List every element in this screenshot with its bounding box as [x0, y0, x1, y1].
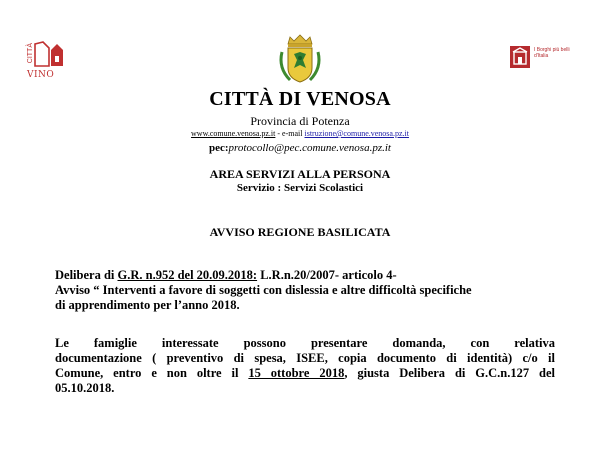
citta-label: CITTÀ: [27, 43, 34, 64]
borghi-piu-belli-logo: [510, 46, 572, 72]
borghi-piu-belli-label: I Borghi più belli d'Italia: [534, 47, 570, 59]
pec-address: protocollo@pec.comune.venosa.pz.it: [228, 142, 391, 154]
website-link[interactable]: www.comune.venosa.pz.it: [191, 129, 276, 138]
city-crest-icon: [276, 34, 324, 86]
pec-line: [0, 142, 600, 154]
delibera-line: [55, 268, 555, 283]
delibera-paragraph: [55, 268, 555, 313]
avviso-line-2: di apprendimento per l’anno 2018.: [55, 298, 240, 312]
body-line-3-prefix: Comune, entro e non oltre il: [55, 366, 249, 380]
delibera-ref: G.R. n.952 del 20.09.2018:: [117, 268, 258, 282]
delibera-suffix: L.R.n.20/2007- articolo 4-: [257, 268, 397, 282]
vino-label: VINO: [27, 70, 55, 80]
email-link[interactable]: istruzione@comune.venosa.pz.it: [304, 129, 409, 138]
city-crest: [276, 34, 324, 86]
body-line-2: documentazione ( preventivo di spesa, ISEE, copia documento di identità) c/o il: [55, 351, 555, 365]
province-subtitle: Provincia di Potenza: [250, 114, 350, 128]
area-heading: AREA SERVIZI ALLA PERSONA: [209, 167, 391, 181]
body-line-3: [55, 366, 555, 381]
body-line-4: 05.10.2018.: [55, 381, 115, 395]
delibera-prefix: Delibera di: [55, 268, 118, 282]
borghi-piu-belli-logo-icon: [510, 46, 530, 68]
body-line-3-suffix: , giusta Delibera di G.C.n.127 del: [344, 366, 555, 380]
pec-label: pec:: [208, 142, 229, 154]
contacts-line: [0, 129, 600, 139]
email-separator: - e-mail: [275, 129, 305, 138]
citta-del-vino-logo: [27, 40, 69, 86]
body-paragraph: [55, 336, 555, 396]
deadline-date: 15 ottobre 2018: [248, 366, 345, 380]
notice-heading: AVVISO REGIONE BASILICATA: [209, 225, 391, 239]
avviso-line-1: Avviso “ Interventi a favore di soggetti con dislessia e altre difficoltà specifiche: [55, 283, 472, 297]
service-subheading: Servizio : Servizi Scolastici: [236, 182, 364, 194]
page-title: CITTÀ DI VENOSA: [209, 88, 391, 110]
body-line-1: Le famiglie interessate possono presentare domanda, con relativa: [55, 336, 555, 350]
